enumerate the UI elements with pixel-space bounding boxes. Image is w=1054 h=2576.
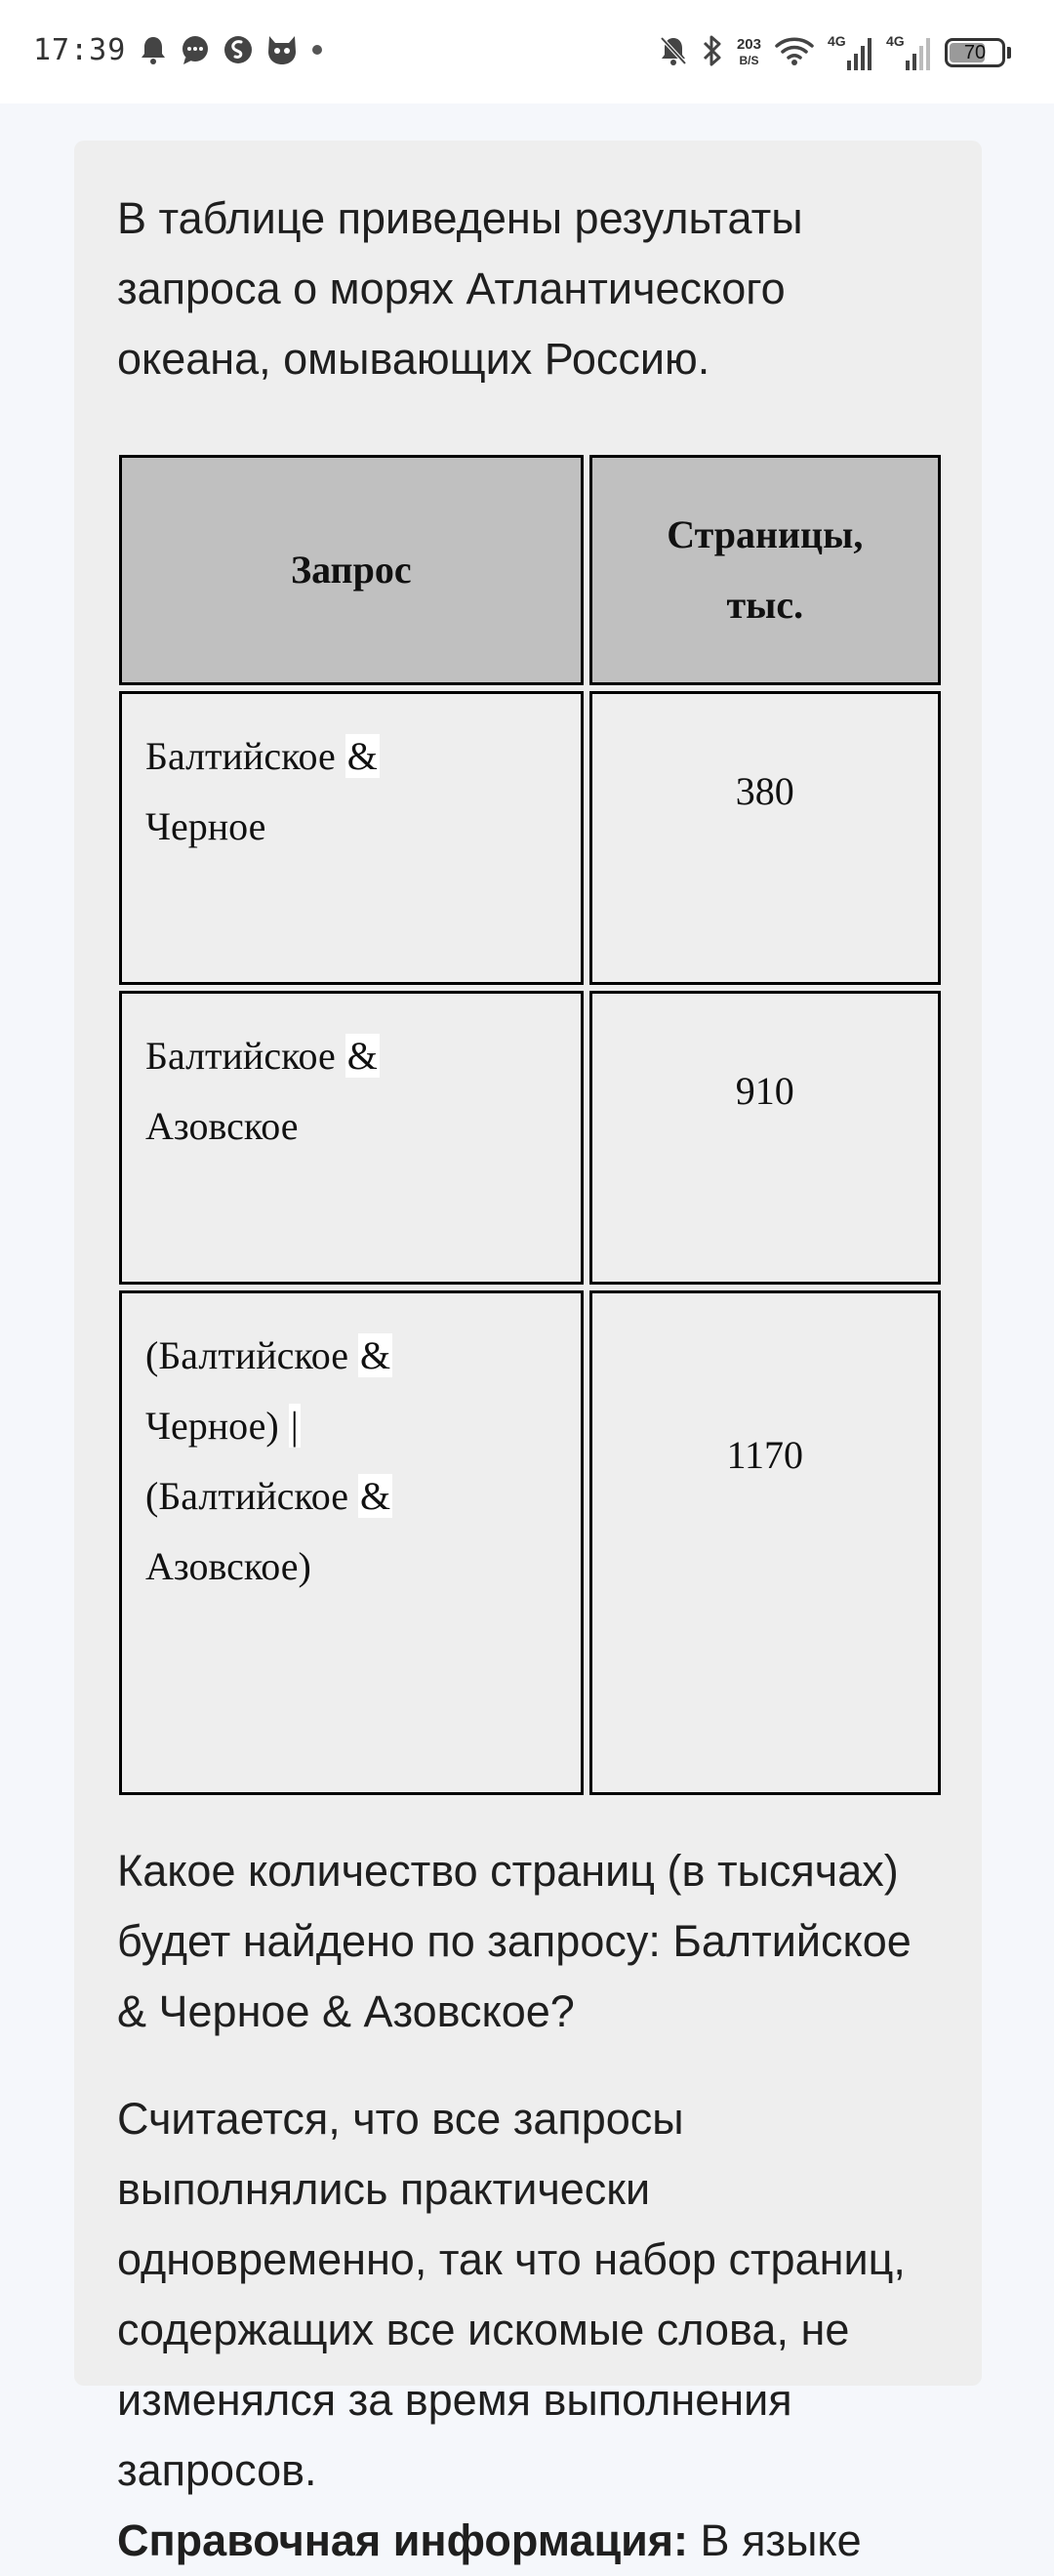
battery-nub: [1007, 47, 1011, 59]
intro-text: В таблице приведены результаты запроса о морях Атлантического океана, омывающих Россию.: [117, 193, 803, 384]
question-text: Какое количество страниц (в тысячах) будет найдено по запросу: Балтийское & Черное & Азовское?: [117, 1846, 912, 2036]
query-term: Черное: [145, 804, 266, 848]
query-term: Балтийское: [145, 1034, 336, 1078]
pages-cell: 380: [589, 691, 941, 985]
task-card: [74, 141, 982, 2565]
network-speed-value: 203: [736, 36, 761, 53]
or-operator: |: [290, 1404, 299, 1448]
reference-line: [117, 2506, 947, 2576]
and-operator: &: [346, 1034, 378, 1078]
note-text: Считается, что все запросы выполнялись практически одновременно, так что набор страниц, содержащих все искомые слова, не изменялся за время выполнения запросов.: [117, 2094, 906, 2495]
query-term: (Балтийское: [145, 1333, 349, 1377]
and-operator: &: [346, 734, 378, 778]
query-term: (Балтийское: [145, 1474, 349, 1518]
table-row: [119, 1290, 941, 1795]
query-cell: [119, 691, 584, 985]
status-bar: [0, 0, 1054, 103]
pages-cell: 910: [589, 991, 941, 1285]
table-header-row: [119, 455, 941, 685]
header-query: Запрос: [119, 455, 584, 685]
chat-icon: [180, 34, 211, 70]
signal-label-1: 4G: [828, 33, 846, 49]
battery-indicator: [945, 38, 1011, 67]
shazam-icon: [223, 34, 254, 70]
network-speed: [737, 36, 761, 69]
status-time: 17:39: [33, 33, 127, 67]
reference-label: Справочная информация:: [117, 2515, 689, 2565]
table-row: [119, 691, 941, 985]
bluetooth-icon: [702, 34, 723, 72]
header-pages: [589, 455, 941, 685]
header-pages-line1: Страницы,: [667, 512, 864, 556]
cat-app-icon: [265, 34, 299, 70]
wifi-icon: [775, 35, 814, 71]
query-term: Балтийское: [145, 734, 336, 778]
notification-icons: [139, 33, 324, 70]
battery-icon: [945, 38, 1005, 67]
query-term: Черное): [145, 1404, 279, 1448]
reference-text: В языке: [700, 2515, 862, 2565]
and-operator: &: [360, 1333, 391, 1377]
header-pages-line2: тыс.: [726, 583, 804, 627]
query-term: Азовское: [145, 1104, 299, 1148]
signal-icon: [828, 33, 872, 72]
network-speed-unit: B/S: [739, 54, 759, 67]
and-operator: &: [360, 1474, 391, 1518]
query-cell: [119, 991, 584, 1285]
query-term: Азовское): [145, 1544, 311, 1588]
signal-label-2: 4G: [886, 33, 905, 49]
alarm-icon: [139, 34, 168, 70]
signal-icon: [886, 33, 931, 72]
results-table: [113, 449, 947, 1801]
table-row: [119, 991, 941, 1285]
query-cell: [119, 1290, 584, 1795]
battery-level: 70: [963, 41, 987, 63]
dot-icon: [310, 43, 324, 61]
system-icons: [659, 25, 1011, 80]
mute-icon: [659, 35, 688, 71]
pages-cell: 1170: [589, 1290, 941, 1795]
task-content: [117, 184, 947, 2576]
